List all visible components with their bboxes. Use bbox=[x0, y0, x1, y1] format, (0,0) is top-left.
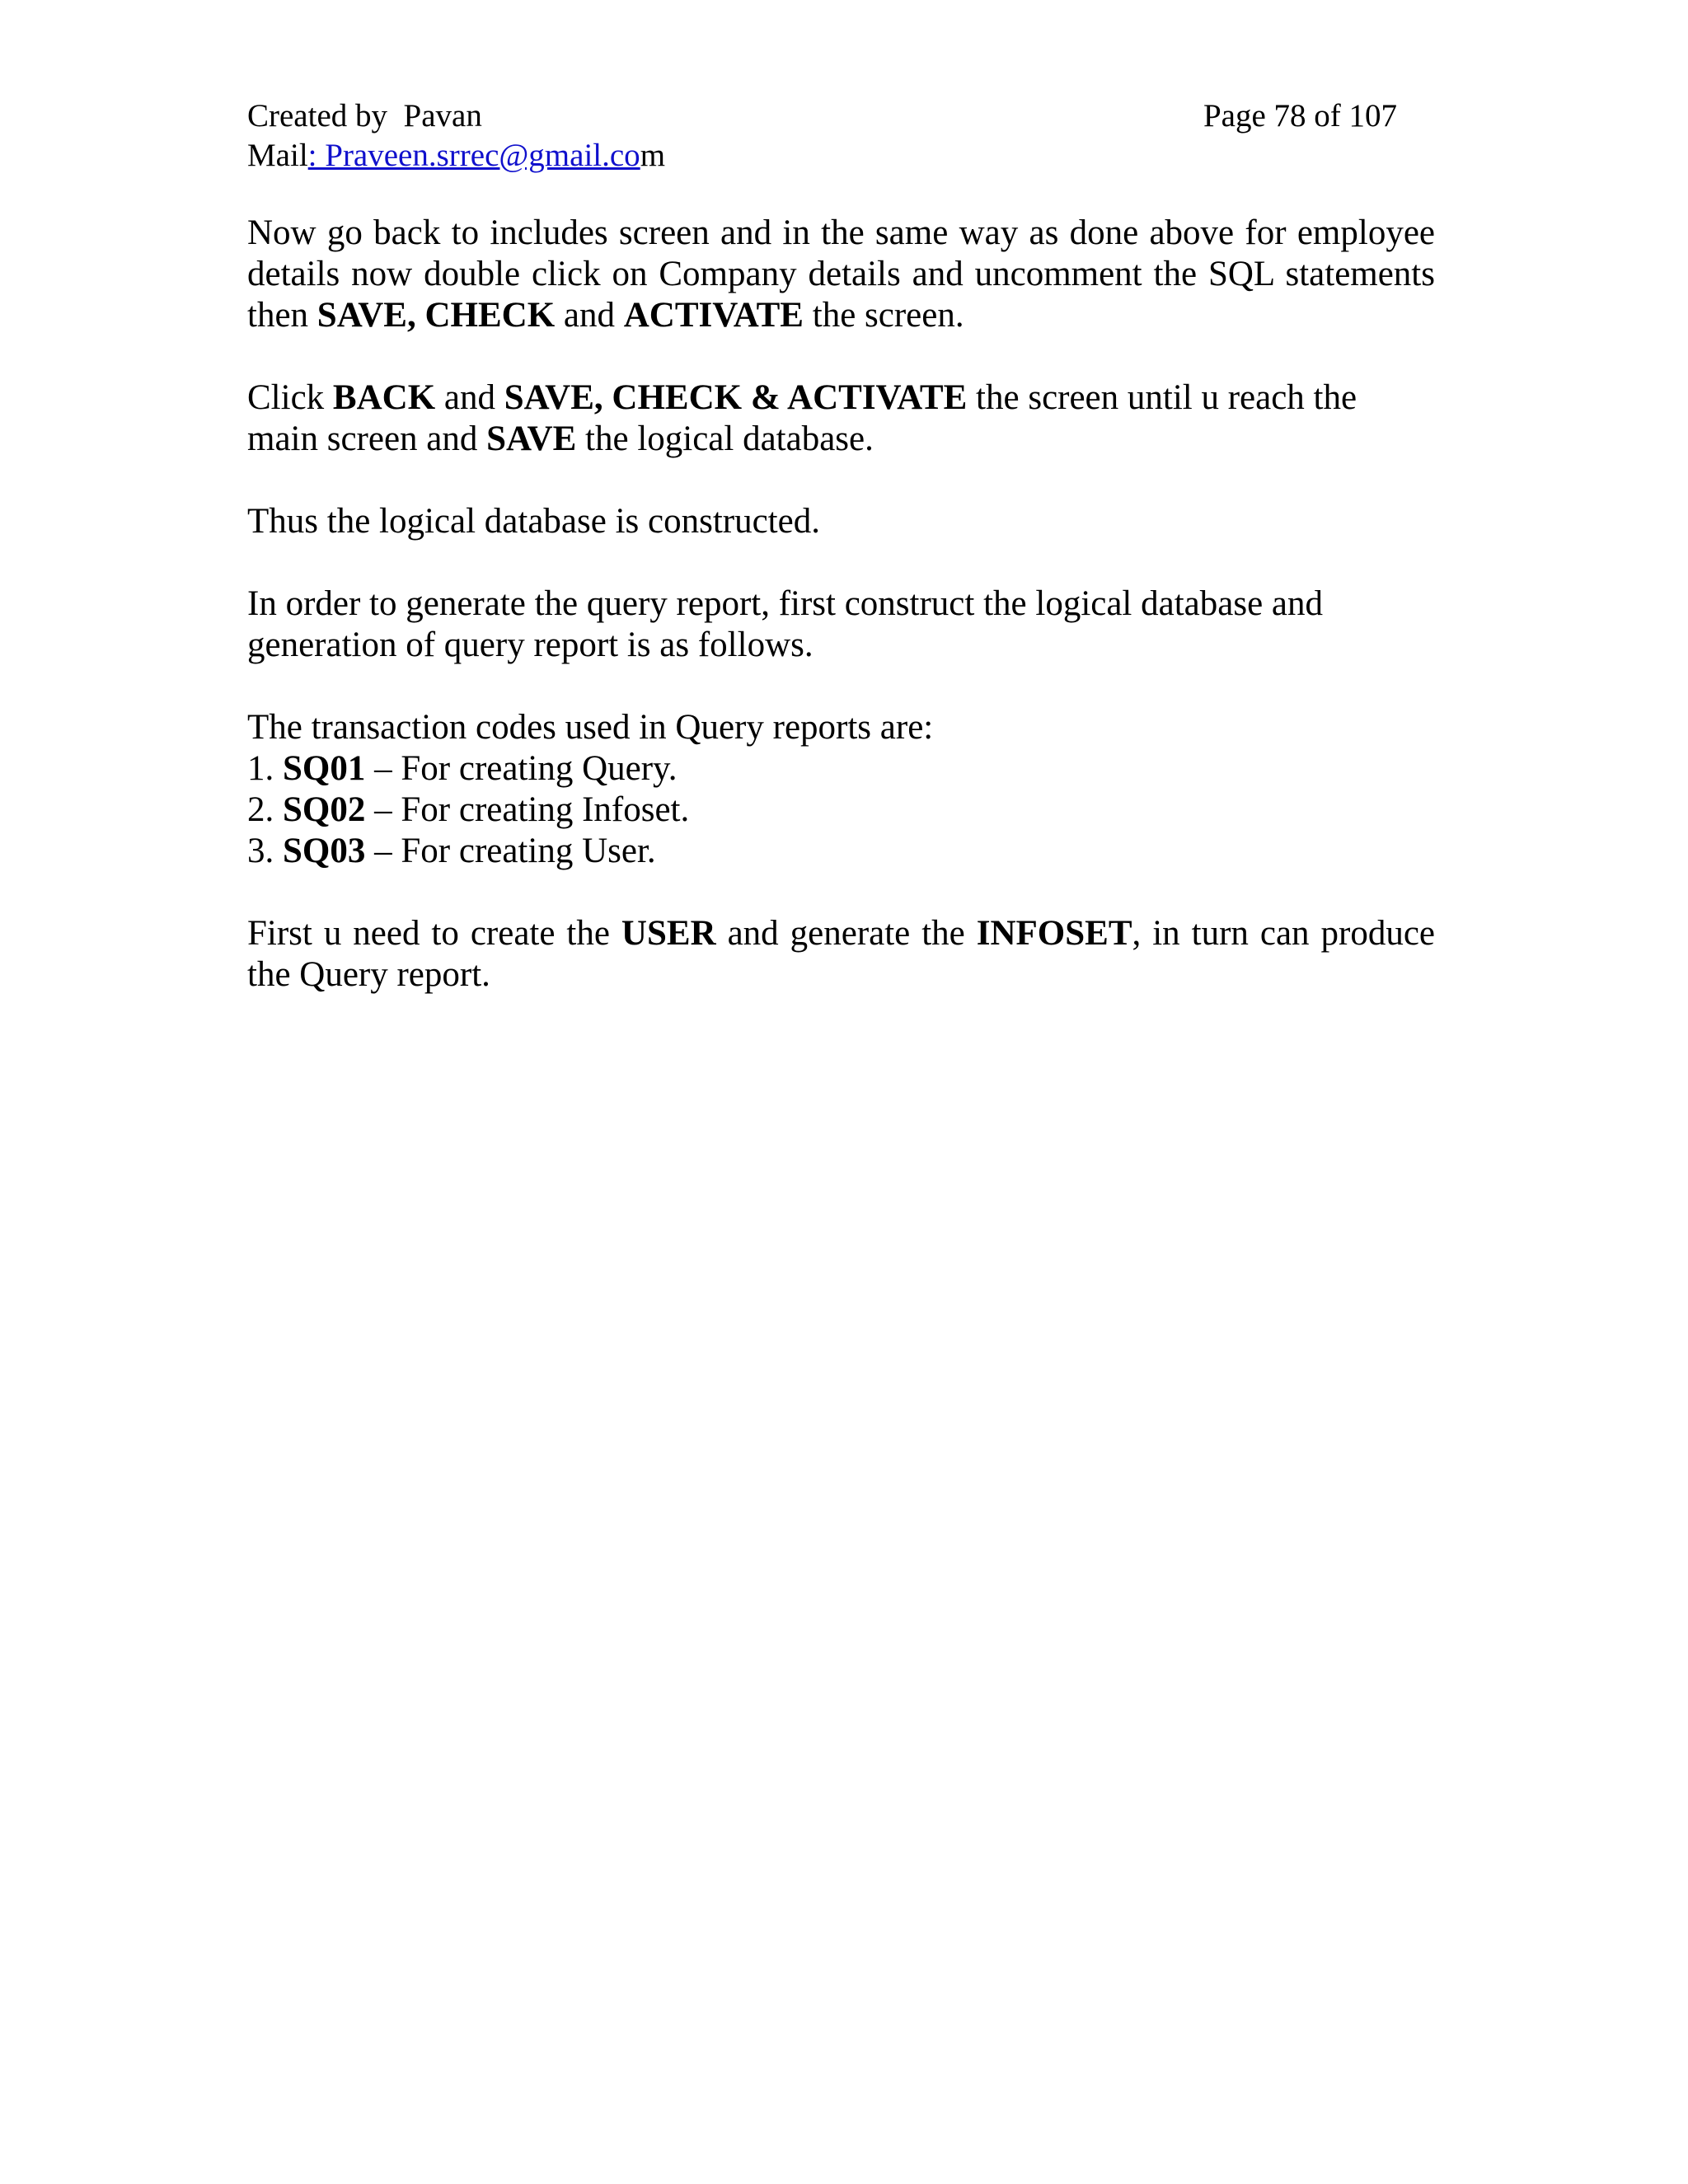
paragraph-includes-screen bbox=[247, 213, 1435, 336]
text: First u need to create the bbox=[247, 914, 621, 953]
text: and bbox=[435, 378, 504, 417]
bold-user: USER bbox=[621, 914, 716, 953]
bold-save: SAVE bbox=[486, 419, 577, 458]
paragraph-generate-query: In order to generate the query report, first construct the logical database and generation of query report is as follows. bbox=[247, 584, 1323, 664]
paragraph-user-infoset bbox=[247, 913, 1435, 996]
text: the screen until u reach the main screen and bbox=[247, 378, 1357, 458]
created-by-text: Created by Pavan bbox=[247, 98, 482, 134]
list-number: 3. bbox=[247, 832, 283, 870]
bold-infoset: INFOSET bbox=[976, 914, 1132, 953]
list-item bbox=[247, 790, 1435, 831]
transaction-codes-list bbox=[247, 707, 1435, 872]
page-header bbox=[247, 96, 1397, 176]
list-text: – For creating Query. bbox=[365, 749, 678, 788]
paragraph-click-back bbox=[247, 377, 1435, 460]
list-number: 1. bbox=[247, 749, 283, 788]
list-intro: The transaction codes used in Query reports are: bbox=[247, 708, 934, 747]
transaction-code: SQ02 bbox=[283, 790, 366, 829]
mail-prefix: Mail bbox=[247, 138, 308, 173]
paragraph-constructed: Thus the logical database is constructed. bbox=[247, 502, 820, 541]
list-text: – For creating Infoset. bbox=[365, 790, 690, 829]
transaction-code: SQ01 bbox=[283, 749, 366, 788]
page-number: Page 78 of 107 bbox=[1203, 98, 1397, 134]
mail-line bbox=[247, 136, 665, 176]
list-item bbox=[247, 748, 1435, 790]
text: and generate the bbox=[715, 914, 977, 953]
mail-link[interactable]: : Praveen.srrec@gmail.co bbox=[307, 138, 640, 173]
bold-save-check: SAVE, CHECK bbox=[316, 296, 556, 335]
bold-activate: ACTIVATE bbox=[623, 296, 804, 335]
mail-suffix: m bbox=[640, 138, 666, 173]
text: , in turn can produce the Query report. bbox=[247, 914, 1435, 994]
list-number: 2. bbox=[247, 790, 283, 829]
text: the screen. bbox=[804, 296, 964, 335]
text: the logical database. bbox=[576, 419, 874, 458]
header-mail-row bbox=[247, 136, 1397, 176]
bold-save-check-activate: SAVE, CHECK & ACTIVATE bbox=[504, 378, 968, 417]
transaction-code: SQ03 bbox=[283, 832, 366, 870]
text: Click bbox=[247, 378, 333, 417]
bold-back: BACK bbox=[332, 378, 436, 417]
text: and bbox=[555, 296, 624, 335]
list-text: – For creating User. bbox=[365, 832, 656, 870]
header-top-row bbox=[247, 96, 1397, 136]
text: Now go back to includes screen and in the same way as done above for employee details now double click on Company details and uncomment the SQL statements then bbox=[247, 213, 1435, 335]
list-item bbox=[247, 831, 1435, 872]
document-body bbox=[247, 213, 1435, 1037]
